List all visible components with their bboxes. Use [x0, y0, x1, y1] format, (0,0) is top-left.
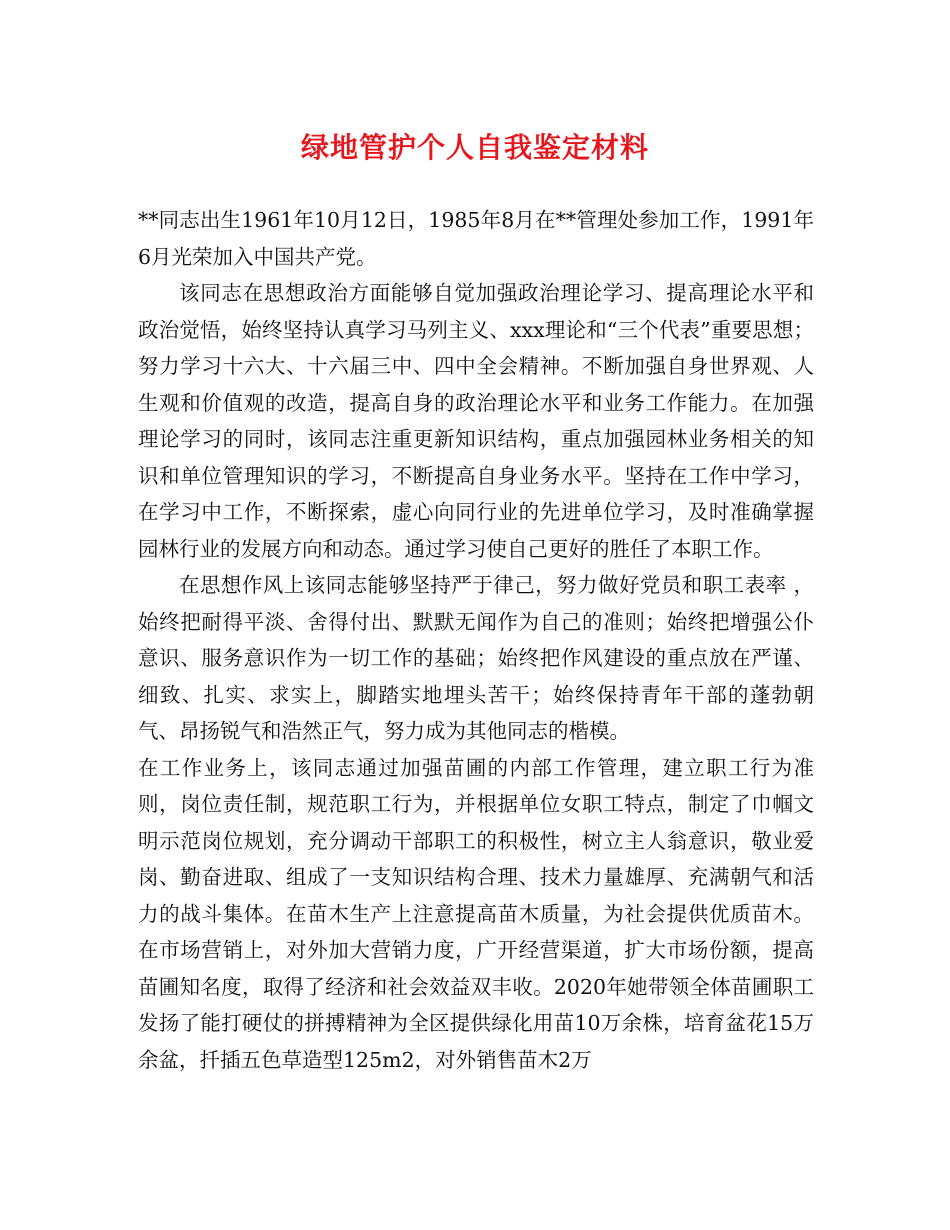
- paragraph-work-style: 在思想作风上该同志能够坚持严于律己，努力做好党员和职工表率 ，始终把耐得平淡、舍得付出、默默无闻作为自己的准则；始终把增强公仆意识、服务意识作为一切工作的基础；始终把作风建设的重点放在严谨、细致、扎实、求实上，脚踏实地埋头苦干；始终保持青年干部的蓬勃朝气、昂扬锐气和浩然正气，努力成为其他同志的楷模。: [138, 573, 814, 743]
- document-body: [138, 202, 814, 1078]
- paragraph-work-business: 在工作业务上，该同志通过加强苗圃的内部工作管理，建立职工行为准则，岗位责任制，规范职工行为，并根据单位女职工特点，制定了巾帼文明示范岗位规划，充分调动干部职工的积极性，树立主人翁意识，敬业爱岗、勤奋进取、组成了一支知识结构合理、技术力量雄厚、充满朝气和活力的战斗集体。在苗木生产上注意提高苗木质量，为社会提供优质苗木。在市场营销上，对外加大营销力度，广开经营渠道，扩大市场份额，提高苗圃知名度，取得了经济和社会效益双丰收。2020年她带领全体苗圃职工发扬了能打硬仗的拼搏精神为全区提供绿化用苗10万余株，培育盆花15万余盆，扦插五色草造型125m2，对外销售苗木2万: [138, 755, 814, 1072]
- document-title: 绿地管护个人自我鉴定材料: [300, 131, 649, 164]
- paragraph-political-study: 该同志在思想政治方面能够自觉加强政治理论学习、提高理论水平和政治觉悟，始终坚持认真学习马列主义、xxx理论和“三个代表”重要思想；努力学习十六大、十六届三中、四中全会精神。不断加强自身世界观、人生观和价值观的改造，提高自身的政治理论水平和业务工作能力。在加强理论学习的同时，该同志注重更新知识结构，重点加强园林业务相关的知识和单位管理知识的学习，不断提高自身业务水平。坚持在工作中学习，在学习中工作，不断探索，虚心向同行业的先进单位学习，及时准确掌握园林行业的发展方向和动态。通过学习使自己更好的胜任了本职工作。: [138, 281, 814, 561]
- paragraph-intro: **同志出生1961年10月12日，1985年8月在**管理处参加工作，1991年6月光荣加入中国共产党。: [138, 208, 814, 269]
